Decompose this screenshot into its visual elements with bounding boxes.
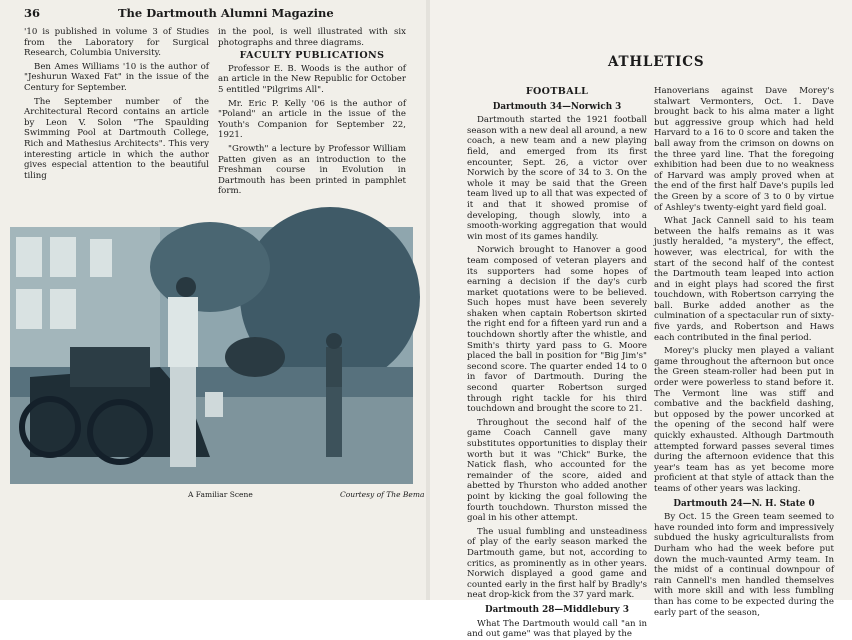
paragraph: Professor E. B. Woods is the author of an article in the New Republic for October 5 entitled "Pilgrims All".: [218, 63, 406, 95]
left-column-1: [24, 27, 209, 222]
page-number: 36: [24, 6, 41, 20]
paragraph: The September number of the Architectural Record contains an article by Leon V. Solon "The Spaulding Swimming Pool at Dartmouth College, Rich and Mathesius Architects". This very interesting article in which the author gives especial attention to the beautiful tiling: [24, 96, 209, 181]
paragraph: Throughout the second half of the game Coach Cannell gave many substitutes opportunities to display their worth but it was "Chick" Burke, the Natick flash, who accounted for the remainder of the score, aided and abetted by Thurston who added another point by kicking the goal following the fourth touchdown. Thurston missed the goal in his other attempt.: [467, 417, 647, 524]
paragraph: Ben Ames Williams '10 is the author of "Jeshurun Waxed Fat" in the issue of the Century for September.: [24, 61, 209, 93]
left-column-2: [218, 27, 406, 222]
paragraph: "Growth" a lecture by Professor William Patten given as an introduction to the Freshman course in Evolution in Dartmouth has been printed in pamphlet form.: [218, 143, 406, 197]
paragraph: What The Dartmouth would call "an in and out game" was that played by the: [467, 618, 647, 640]
right-column-1: [467, 84, 647, 640]
running-title: The Dartmouth Alumni Magazine: [118, 6, 334, 20]
photograph: [10, 227, 413, 484]
paragraph: Dartmouth started the 1921 football season with a new deal all around, a new coach, a new team and a new playing field, and emerged from its first encounter, Sept. 26, a victor over Norwich by the score of 34 to 3. On the whole it may be said that the Green team lived up to all that was expected of it and that it showed promise of developing, though slowly, into a smooth-working aggregation that would win most of its games handily.: [467, 115, 647, 242]
right-page: [430, 0, 852, 640]
photo-caption: A Familiar Scene: [188, 490, 253, 499]
paragraph: The usual fumbling and unsteadiness of play of the early season marked the Dartmouth game, but not, according to critics, as prominently as in other years. Norwich displayed a good game and counted early in the first half by Bradly's neat drop-kick from the 37 yard mark.: [467, 526, 647, 601]
paragraph: in the pool, is well illustrated with six photographs and three diagrams.: [218, 27, 406, 48]
photo-credit: Courtesy of The Bema: [340, 490, 425, 499]
paragraph: Hanoverians against Dave Morey's stalwart Vermonters, Oct. 1. Dave brought back to his alma mater a light but aggressive group which had held Harvard to a 16 to 0 score and taken the ball away from the crimson on downs on the three yard line. That the foregoing exhibition had been due to no weakness of Harvard was amply proved when at the end of the first half Dave's pupils led the Green by a score of 3 to 0 by virtue of Ashley's twenty-eight yard field goal.: [654, 86, 834, 213]
paragraph: Norwich brought to Hanover a good team composed of veteran players and its supporters had some hopes of earning a decision if the day's curb market quotations were to be believed. Such hopes must have been severely shaken when captain Robertson skirted the right end for a fifteen yard run and a touchdown shortly after the whistle, and Smith's thirty yard pass to G. Moore placed the ball in position for "Big Jim's" second score. The quarter ended 14 to 0 in favor of Dartmouth. During the second quarter Robertson surged through right tackle for his third touchdown and brought the score to 21.: [467, 245, 647, 415]
game-heading-nh-state: Dartmouth 24—N. H. State 0: [673, 498, 815, 509]
game-heading-middlebury: Dartmouth 28—Middlebury 3: [485, 604, 629, 615]
paragraph: Mr. Eric P. Kelly '06 is the author of "Poland" an article in the issue of the Youth's Companion for September 22, 1921.: [218, 98, 406, 141]
right-column-2: [654, 86, 834, 618]
game-heading-norwich: Dartmouth 34—Norwich 3: [492, 101, 622, 112]
athletics-title: ATHLETICS: [608, 54, 705, 70]
paragraph: By Oct. 15 the Green team seemed to have rounded into form and impressively subdued the husky agriculturalists from Durham who had the week before put down the much-vaunted Army team. In the midst of a continual downpour of rain Cannell's men handled themselves with more skill and with less fumbling than has come to be expected during the early part of the season,: [654, 512, 834, 618]
left-page: [0, 0, 426, 600]
paragraph: What Jack Cannell said to his team between the halfs remains as it was justly heralded, "a mystery", the effect, however, was electrical, for with the start of the second half of the contest the Dartmouth team leaped into action and in eight plays had scored the first touchdown, with Robertson carrying the ball. Burke added another as the culmination of a spectacular run of sixty-five yards, and Robertson and Haws each contributed in the final period.: [654, 216, 834, 343]
paragraph: Morey's plucky men played a valiant game throughout the afternoon but once the Green steam-roller had been put in order were powerless to stand before it. The Vermont line was stiff and combative and the backfield dashing, but opposed by the power uncorked at the opening of the second half were quickly exhausted. Although Dartmouth attempted forward passes several times during the afternoon evidence that this year's team has as yet become more proficient at that style of attack than the teams of other years was lacking.: [654, 346, 834, 494]
faculty-publications-heading: FACULTY PUBLICATIONS: [239, 50, 385, 62]
paragraph: '10 is published in volume 3 of Studies from the Laboratory for Surgical Research, Columbia University.: [24, 27, 209, 59]
football-heading: FOOTBALL: [525, 86, 589, 97]
